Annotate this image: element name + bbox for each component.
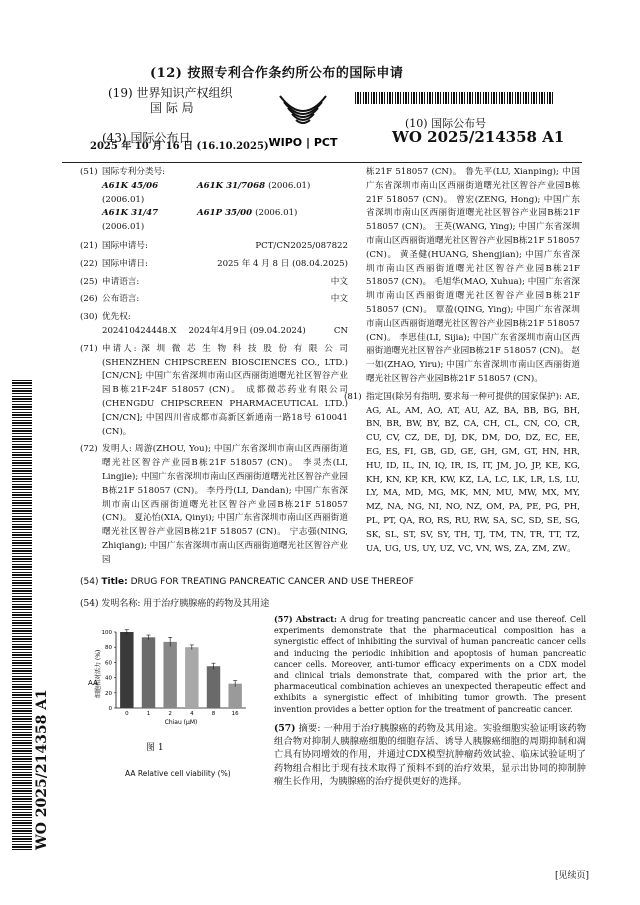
field-number: (51) bbox=[80, 167, 98, 177]
chart-bar bbox=[207, 666, 220, 708]
chinese-abstract: (57) 摘要: 一种用于治疗胰腺癌的药物及其用途。实验细胞实验证明该药物组合物对抑制人胰腺癌细胞的细胞存活、诱导人胰腺癌细胞的周期抑制和凋亡具有协同增效的作用，并通过CDX模型抗肿瘤药效试验、临床试验证明了药物组合相比于现有技术取得了预料不到的治疗效果，显示出协同的抑制肿瘤生长作用，为胰腺癌的治疗提供更好的选择。 bbox=[274, 723, 587, 787]
english-title: (54) Title: DRUG FOR TREATING PANCREATIC CANCER AND USE THEREOF bbox=[80, 577, 414, 587]
chart-bar bbox=[163, 642, 176, 708]
chart-y-tick-label: 100 bbox=[101, 630, 112, 636]
field-30: (30) 优先权: bbox=[80, 311, 348, 325]
field-72: (72) 发明人: 周游(ZHOU, You); 中国广东省深圳市南山区西丽街道曙光社区智谷产业园B栋21F 518057 (CN)。 李灵杰(LI, Lingjie); 中国广东省深圳市南山区西丽街道曙光社区智谷产业园B栋21F 518057 (CN)。 李丹丹(LI, Dandan); 中国广东省深圳市南山区西丽街道曙光社区智谷产业园B栋21F 518057 (CN)。 夏沁怡(XIA, Qinyi); 中国广东省深圳市南山区西丽街道曙光社区智谷产业园B栋21F 518057 (CN)。 宁志强(NING, Zhiqiang); 中国广东省深圳市南山区西丽街道曙光社区智谷产业园 bbox=[80, 443, 348, 567]
bibliographic-left-column bbox=[80, 166, 348, 568]
field-51 bbox=[80, 166, 348, 180]
chart-axes bbox=[116, 632, 246, 708]
vertical-publication-number: WO 2025/214358 A1 bbox=[34, 689, 50, 850]
chart-x-tick-label: 2 bbox=[168, 711, 172, 717]
bar-chart bbox=[80, 620, 260, 730]
chart-bar bbox=[142, 637, 155, 708]
chart-y-tick-label: 60 bbox=[105, 660, 112, 667]
field-22: (22) 国际申请日: 2025 年 4 月 8 日 (08.04.2025) bbox=[80, 258, 348, 272]
field-label: 申请语言: bbox=[102, 276, 140, 287]
organization-name: (19) 世界知识产权组织 bbox=[108, 86, 233, 100]
publication-number: WO 2025/214358 A1 bbox=[392, 128, 565, 146]
applicant-text: 申请人: 深 圳 微 芯 生 物 科 技 股 份 有 限 公 司 (SHENZHEN CHIPSCREEN BIOSCIENCES CO., LTD.) [CN/CN]; 中国广东省深圳市南山区西丽街道曙光社区智谷产业园B栋21F-24F 518057 (CN)。 成都微芯药业有限公司(CHENGDU CHIPSCREEN PHARMACEUTICAL LTD.) [CN/CN]; 中国四川省成都市高新区新通南一路18号 610041 (CN)。 bbox=[102, 343, 348, 437]
document-type-title: (12) 按照专利合作条约所公布的国际申请 bbox=[150, 66, 404, 81]
ipc-entry: A61P 35/00 (2006.01) bbox=[197, 208, 298, 219]
chinese-title-text: 用于治疗胰腺癌的药物及其用途 bbox=[143, 599, 270, 609]
bibliographic-right-column bbox=[344, 166, 580, 556]
chart-bar bbox=[120, 632, 133, 708]
barcode-top bbox=[355, 92, 555, 104]
chart-y-tick-label: 80 bbox=[105, 645, 112, 652]
english-abstract: (57) Abstract: A drug for treating pancreatic cancer and use thereof. Cell experiments demonstrate that the pharmaceutical composition has a synergistic effect of inhibiting the survival of human pancreatic cancer cells and inducing the periodic inhibition and apoptosis of human pancreatic cancer cells. Moreover, anti-tumor efficacy experiments on a CDX model and clinical trials demonstrate that, compared with the prior art, the pharmaceutical combination achieves an unexpected therapeutic effect and exhibits a synergistic effect of inhibiting tumor growth. The present invention provides a better option for the treatment of pancreatic cancer. bbox=[274, 614, 587, 714]
publication-date-label: (43) 国际公布日 bbox=[102, 131, 191, 145]
inventor-text: 发明人: 周游(ZHOU, You); 中国广东省深圳市南山区西丽街道曙光社区智谷产业园B栋21F 518057 (CN)。 李灵杰(LI, Lingjie); 中国广东省深圳市南山区西丽街道曙光社区智谷产业园B栋21F 518057 (CN)。 李丹丹(LI, Dandan); 中国广东省深圳市南山区西丽街道曙光社区智谷产业园B栋21F 518057 (CN)。 夏沁怡(XIA, Qinyi); 中国广东省深圳市南山区西丽街道曙光社区智谷产业园B栋21F 518057 (CN)。 宁志强(NING, Zhiqiang); 中国广东省深圳市南山区西丽街道曙光社区智谷产业园 bbox=[102, 444, 348, 565]
wipo-emblem-icon bbox=[268, 88, 338, 150]
ipc-entry: A61K 31/47 (2006.01) bbox=[102, 208, 159, 233]
organization-bureau: 国 际 局 bbox=[150, 101, 194, 115]
english-abstract-text: A drug for treating pancreatic cancer and use thereof. Cell experiments demonstrate that the pharmaceutical composition has a synergistic effect of inhibiting the survival of human pancreatic cancer cells and inducing the periodic inhibition and apoptosis of human pancreatic cancer cells. Moreover, anti-tumor efficacy experiments on a CDX model and clinical trials demonstrate that, compared with the prior art, the pharmaceutical combination achieves an unexpected therapeutic effect and exhibits a synergistic effect of inhibiting tumor growth. The present invention provides a better option for the treatment of pancreatic cancer. bbox=[274, 615, 587, 714]
chinese-title: (54) 发明名称: 用于治疗胰腺癌的药物及其用途 bbox=[80, 599, 270, 609]
field-71: (71) 申请人: 深 圳 微 芯 生 物 科 技 股 份 有 限 公 司 (SHENZHEN CHIPSCREEN BIOSCIENCES CO., LTD.) [CN/CN]; 中国广东省深圳市南山区西丽街道曙光社区智谷产业园B栋21F-24F 518057 (CN)。 成都微芯药业有限公司(CHENGDU CHIPSCREEN PHARMACEUTICAL LTD.) [CN/CN]; 中国四川省成都市高新区新通南一路18号 610041 (CN)。 bbox=[80, 343, 348, 440]
chart-y-tick-label: 40 bbox=[105, 675, 112, 682]
application-number: PCT/CN2025/087822 bbox=[255, 240, 348, 251]
figure-caption-english: AA Relative cell viability (%) bbox=[125, 769, 231, 778]
english-title-text: DRUG FOR TREATING PANCREATIC CANCER AND USE THEREOF bbox=[130, 577, 414, 587]
ipc-list bbox=[80, 180, 348, 235]
ipc-entry: A61K 45/06 (2006.01) bbox=[102, 180, 159, 205]
chart-panel-label: AA bbox=[88, 679, 98, 687]
field-label: 优先权: bbox=[102, 312, 131, 323]
chart-x-tick-label: 4 bbox=[190, 711, 194, 717]
field-label: 国际专利分类号: bbox=[102, 167, 166, 177]
field-label: 国际申请号: bbox=[102, 240, 148, 251]
publication-number-label: (10) 国际公布号 bbox=[405, 117, 487, 130]
chart-bar bbox=[228, 684, 241, 708]
chinese-abstract-text: 一种用于治疗胰腺癌的药物及其用途。实验细胞实验证明该药物组合物对抑制人胰腺癌细胞的细胞存活、诱导人胰腺癌细胞的周期抑制和凋亡具有协同增效的作用，并通过CDX模型抗肿瘤药效试验、临床试验证明了药物组合相比于现有技术取得了预料不到的治疗效果，显示出协同的抑制肿瘤生长作用，为胰腺癌的治疗提供更好的选择。 bbox=[274, 723, 587, 787]
field-label: 公布语言: bbox=[102, 294, 140, 305]
chart-bar bbox=[185, 647, 198, 708]
barcode-side bbox=[12, 380, 32, 850]
publication-date: 2025 年 10 月 16 日 (16.10.2025) bbox=[90, 141, 269, 152]
chart-x-tick-label: 8 bbox=[211, 711, 216, 717]
chart-x-tick-label: 1 bbox=[146, 711, 151, 717]
chart-x-axis-label: Chiau (μM) bbox=[164, 719, 198, 726]
filing-date: 2025 年 4 月 8 日 (08.04.2025) bbox=[217, 258, 348, 269]
continued-note: [见续页] bbox=[555, 871, 590, 881]
designated-states-text: 指定国(除另有指明, 要求每一种可提供的国家保护): AE, AG, AL, AM, AO, AT, AU, AZ, BA, BB, BG, BH, BN, BR, BW, BY, BZ, CA, CH, CL, CN, CO, CR, CU, CV, CZ, DE, DJ, DK, DM, DO, DZ, EC, EE, EG, ES, FI, GB, GD, GE, GH, GM, GT, HN, HR, HU, ID, IL, IN, IQ, IR, IS, IT, JM, JO, JP, KE, KG, KH, KN, KP, KR, KW, KZ, LA, LC, LK, LR, LS, LU, LY, MA, MD, MG, MK, MN, MU, MW, MX, MY, MZ, NA, NG, NI, NO, NZ, OM, PA, PE, PG, PH, PL, PT, QA, RO, RS, RU, RW, SA, SC, SD, SE, SG, SK, SL, ST, SV, SY, TH, TJ, TM, TN, TR, TT, TZ, UA, UG, US, UY, UZ, VC, VN, WS, ZA, ZM, ZW。 bbox=[366, 391, 580, 554]
wipo-logo-text: WIPO | PCT bbox=[268, 136, 338, 149]
wipo-logo bbox=[268, 88, 338, 154]
chart-x-tick-label: 16 bbox=[231, 711, 239, 717]
priority-entry: 202410424448.X 2024年4月9日 (09.04.2024) CN bbox=[102, 325, 348, 336]
chart-y-tick-label: 0 bbox=[108, 706, 112, 712]
publication-language: 中文 bbox=[330, 294, 348, 305]
field-25: (25) 申请语言: 中文 bbox=[80, 276, 348, 290]
chart-bars bbox=[120, 630, 242, 708]
ipc-entry: A61K 31/7068 (2006.01) bbox=[197, 180, 311, 191]
field-26: (26) 公布语言: 中文 bbox=[80, 293, 348, 307]
field-21: (21) 国际申请号: PCT/CN2025/087822 bbox=[80, 240, 348, 254]
chart-y-tick-label: 20 bbox=[105, 690, 112, 697]
figure-caption: 图 1 bbox=[146, 743, 164, 753]
inventor-continued-text: 栋21F 518057 (CN)。 鲁先平(LU, Xianping); 中国广东省深圳市南山区西丽街道曙光社区智谷产业园B栋21F 518057 (CN)。 曾宏(ZENG, Hong); 中国广东省深圳市南山区西丽街道曙光社区智谷产业园B栋21F 518057 (CN)。 王英(WANG, Ying); 中国广东省深圳市南山区西丽街道曙光社区智谷产业园B栋21F 518057 (CN)。 黄圣健(HUANG, Shengjian); 中国广东省深圳市南山区西丽街道曙光社区智谷产业园B栋21F 518057 (CN)。 毛旭华(MAO, Xuhua); 中国广东省深圳市南山区西丽街道曙光社区智谷产业园B栋21F 518057 (CN)。 覃盈(QING, Ying); 中国广东省深圳市南山区西丽街道曙光社区智谷产业园B栋21F 518057 (CN)。 李思佳(LI, Sijia); 中国广东省深圳市南山区西丽街道曙光社区智谷产业园B栋21F 518057 (CN)。 赵一如(ZHAO, Yiru); 中国广东省深圳市南山区西丽街道曙光社区智谷产业园B栋21F 518057 (CN)。 bbox=[366, 167, 580, 384]
chart-y-axis-label: 细胞相对活力 (%) bbox=[95, 649, 102, 698]
header-divider bbox=[62, 162, 582, 163]
field-label: 国际申请日: bbox=[102, 258, 148, 269]
chart-x-tick-label: 0 bbox=[125, 711, 129, 717]
filing-language: 中文 bbox=[330, 276, 348, 287]
field-81: (81) 指定国(除另有指明, 要求每一种可提供的国家保护): AE, AG, AL, AM, AO, AT, AU, AZ, BA, BB, BG, BH, BN, BR, BW, BY, BZ, CA, CH, CL, CN, CO, CR, CU, CV, CZ, DE, DJ, DK, DM, DO, DZ, EC, EE, EG, ES, FI, GB, GD, GE, GH, GM, GT, HN, HR, HU, ID, IL, IN, IQ, IR, IS, IT, JM, JO, JP, KE, KG, KH, KN, KP, KR, KW, KZ, LA, LC, LK, LR, LS, LU, LY, MA, MD, MG, MK, MN, MU, MW, MX, MY, MZ, NA, NG, NI, NO, NZ, OM, PA, PE, PG, PH, PL, PT, QA, RO, RS, RU, RW, SA, SC, SD, SE, SG, SK, SL, ST, SV, SY, TH, TJ, TM, TN, TR, TT, TZ, UA, UG, US, UY, UZ, VC, VN, WS, ZA, ZM, ZW。 bbox=[344, 391, 580, 557]
